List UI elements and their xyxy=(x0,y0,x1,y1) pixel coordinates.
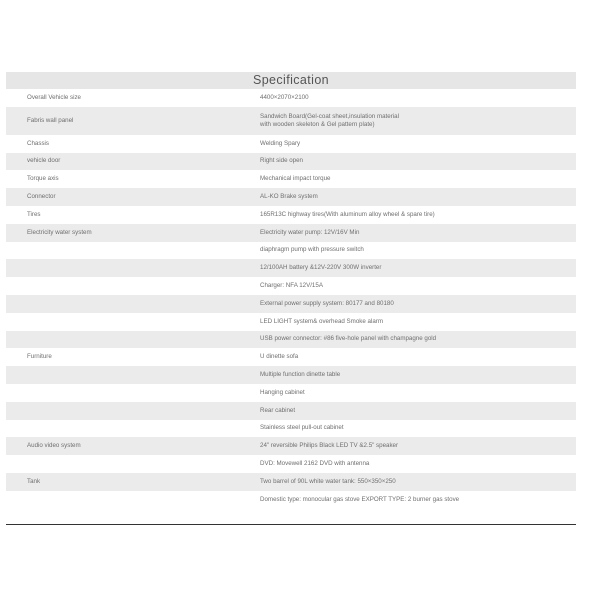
row-label: Tank xyxy=(27,477,41,485)
row-value: Hanging cabinet xyxy=(260,388,305,396)
table-row xyxy=(6,153,576,171)
spec-rows xyxy=(6,89,576,509)
row-value: 165R13C highway tires(With aluminum alloy wheel & spare tire) xyxy=(260,210,435,218)
table-row xyxy=(6,277,576,295)
table-row xyxy=(6,89,576,107)
row-value: Sandwich Board(Gel-coat sheet,insulation material with wooden skeleton & Gel pattern plate) xyxy=(260,112,399,128)
row-value: 24" reversible Philips Black LED TV &2.5" speaker xyxy=(260,442,399,450)
table-row xyxy=(6,455,576,473)
table-row xyxy=(6,402,576,420)
row-value: Charger: NFA 12V/15A xyxy=(260,281,323,289)
row-label: Electricity water system xyxy=(27,228,92,236)
row-label: Audio video system xyxy=(27,442,81,450)
table-row xyxy=(6,188,576,206)
row-value: Welding Spary xyxy=(260,139,301,147)
row-value: U dinette sofa xyxy=(260,353,299,361)
row-value: Mechanical impact torque xyxy=(260,175,331,183)
row-value: External power supply system: 80177 and 80180 xyxy=(260,299,394,307)
row-label: Connector xyxy=(27,192,56,200)
table-row xyxy=(6,135,576,153)
table-row xyxy=(6,224,576,242)
row-label: Furniture xyxy=(27,353,52,361)
row-label: Fabris wall panel xyxy=(27,116,74,124)
table-row xyxy=(6,366,576,384)
table-row xyxy=(6,206,576,224)
row-value: 4400×2070×2100 xyxy=(260,93,309,101)
row-value: Domestic type: monocular gas stove EXPORT TYPE: 2 burner gas stove xyxy=(260,495,460,503)
row-label: Torque axis xyxy=(27,175,59,183)
row-value: diaphragm pump with pressure switch xyxy=(260,246,364,254)
table-title: Specification xyxy=(6,72,576,89)
table-row xyxy=(6,473,576,491)
row-label: Tires xyxy=(27,210,41,218)
table-row xyxy=(6,348,576,366)
row-label: Chassis xyxy=(27,139,50,147)
row-value: DVD: Movewell 2162 DVD with antenna xyxy=(260,459,370,467)
row-value: Stainless steel pull-out cabinet xyxy=(260,424,344,432)
table-row xyxy=(6,420,576,438)
row-value: Multiple function dinette table xyxy=(260,370,341,378)
specification-table xyxy=(6,72,576,525)
row-value: Right side open xyxy=(260,157,303,165)
table-row xyxy=(6,491,576,509)
bottom-divider xyxy=(6,524,576,525)
table-row xyxy=(6,331,576,349)
table-row xyxy=(6,295,576,313)
row-value: Rear cabinet xyxy=(260,406,296,414)
table-row xyxy=(6,313,576,331)
table-row xyxy=(6,259,576,277)
table-row xyxy=(6,242,576,260)
row-value: 12/100AH battery &12V-220V 300W inverter xyxy=(260,264,382,272)
row-value: USB power connector: #86 five-hole panel with champagne gold xyxy=(260,335,437,343)
row-label: vehicle door xyxy=(27,157,61,165)
table-row xyxy=(6,170,576,188)
row-value: LED LIGHT system& overhead Smoke alarm xyxy=(260,317,383,325)
row-value: Two barrel of 90L white water tank: 550×350×250 xyxy=(260,477,396,485)
row-value: Electricity water pump: 12V/16V Min xyxy=(260,228,360,236)
table-row xyxy=(6,437,576,455)
table-row xyxy=(6,107,576,135)
table-row xyxy=(6,384,576,402)
row-value: AL-KO Brake system xyxy=(260,192,318,200)
row-label: Overall Vehicle size xyxy=(27,93,81,101)
